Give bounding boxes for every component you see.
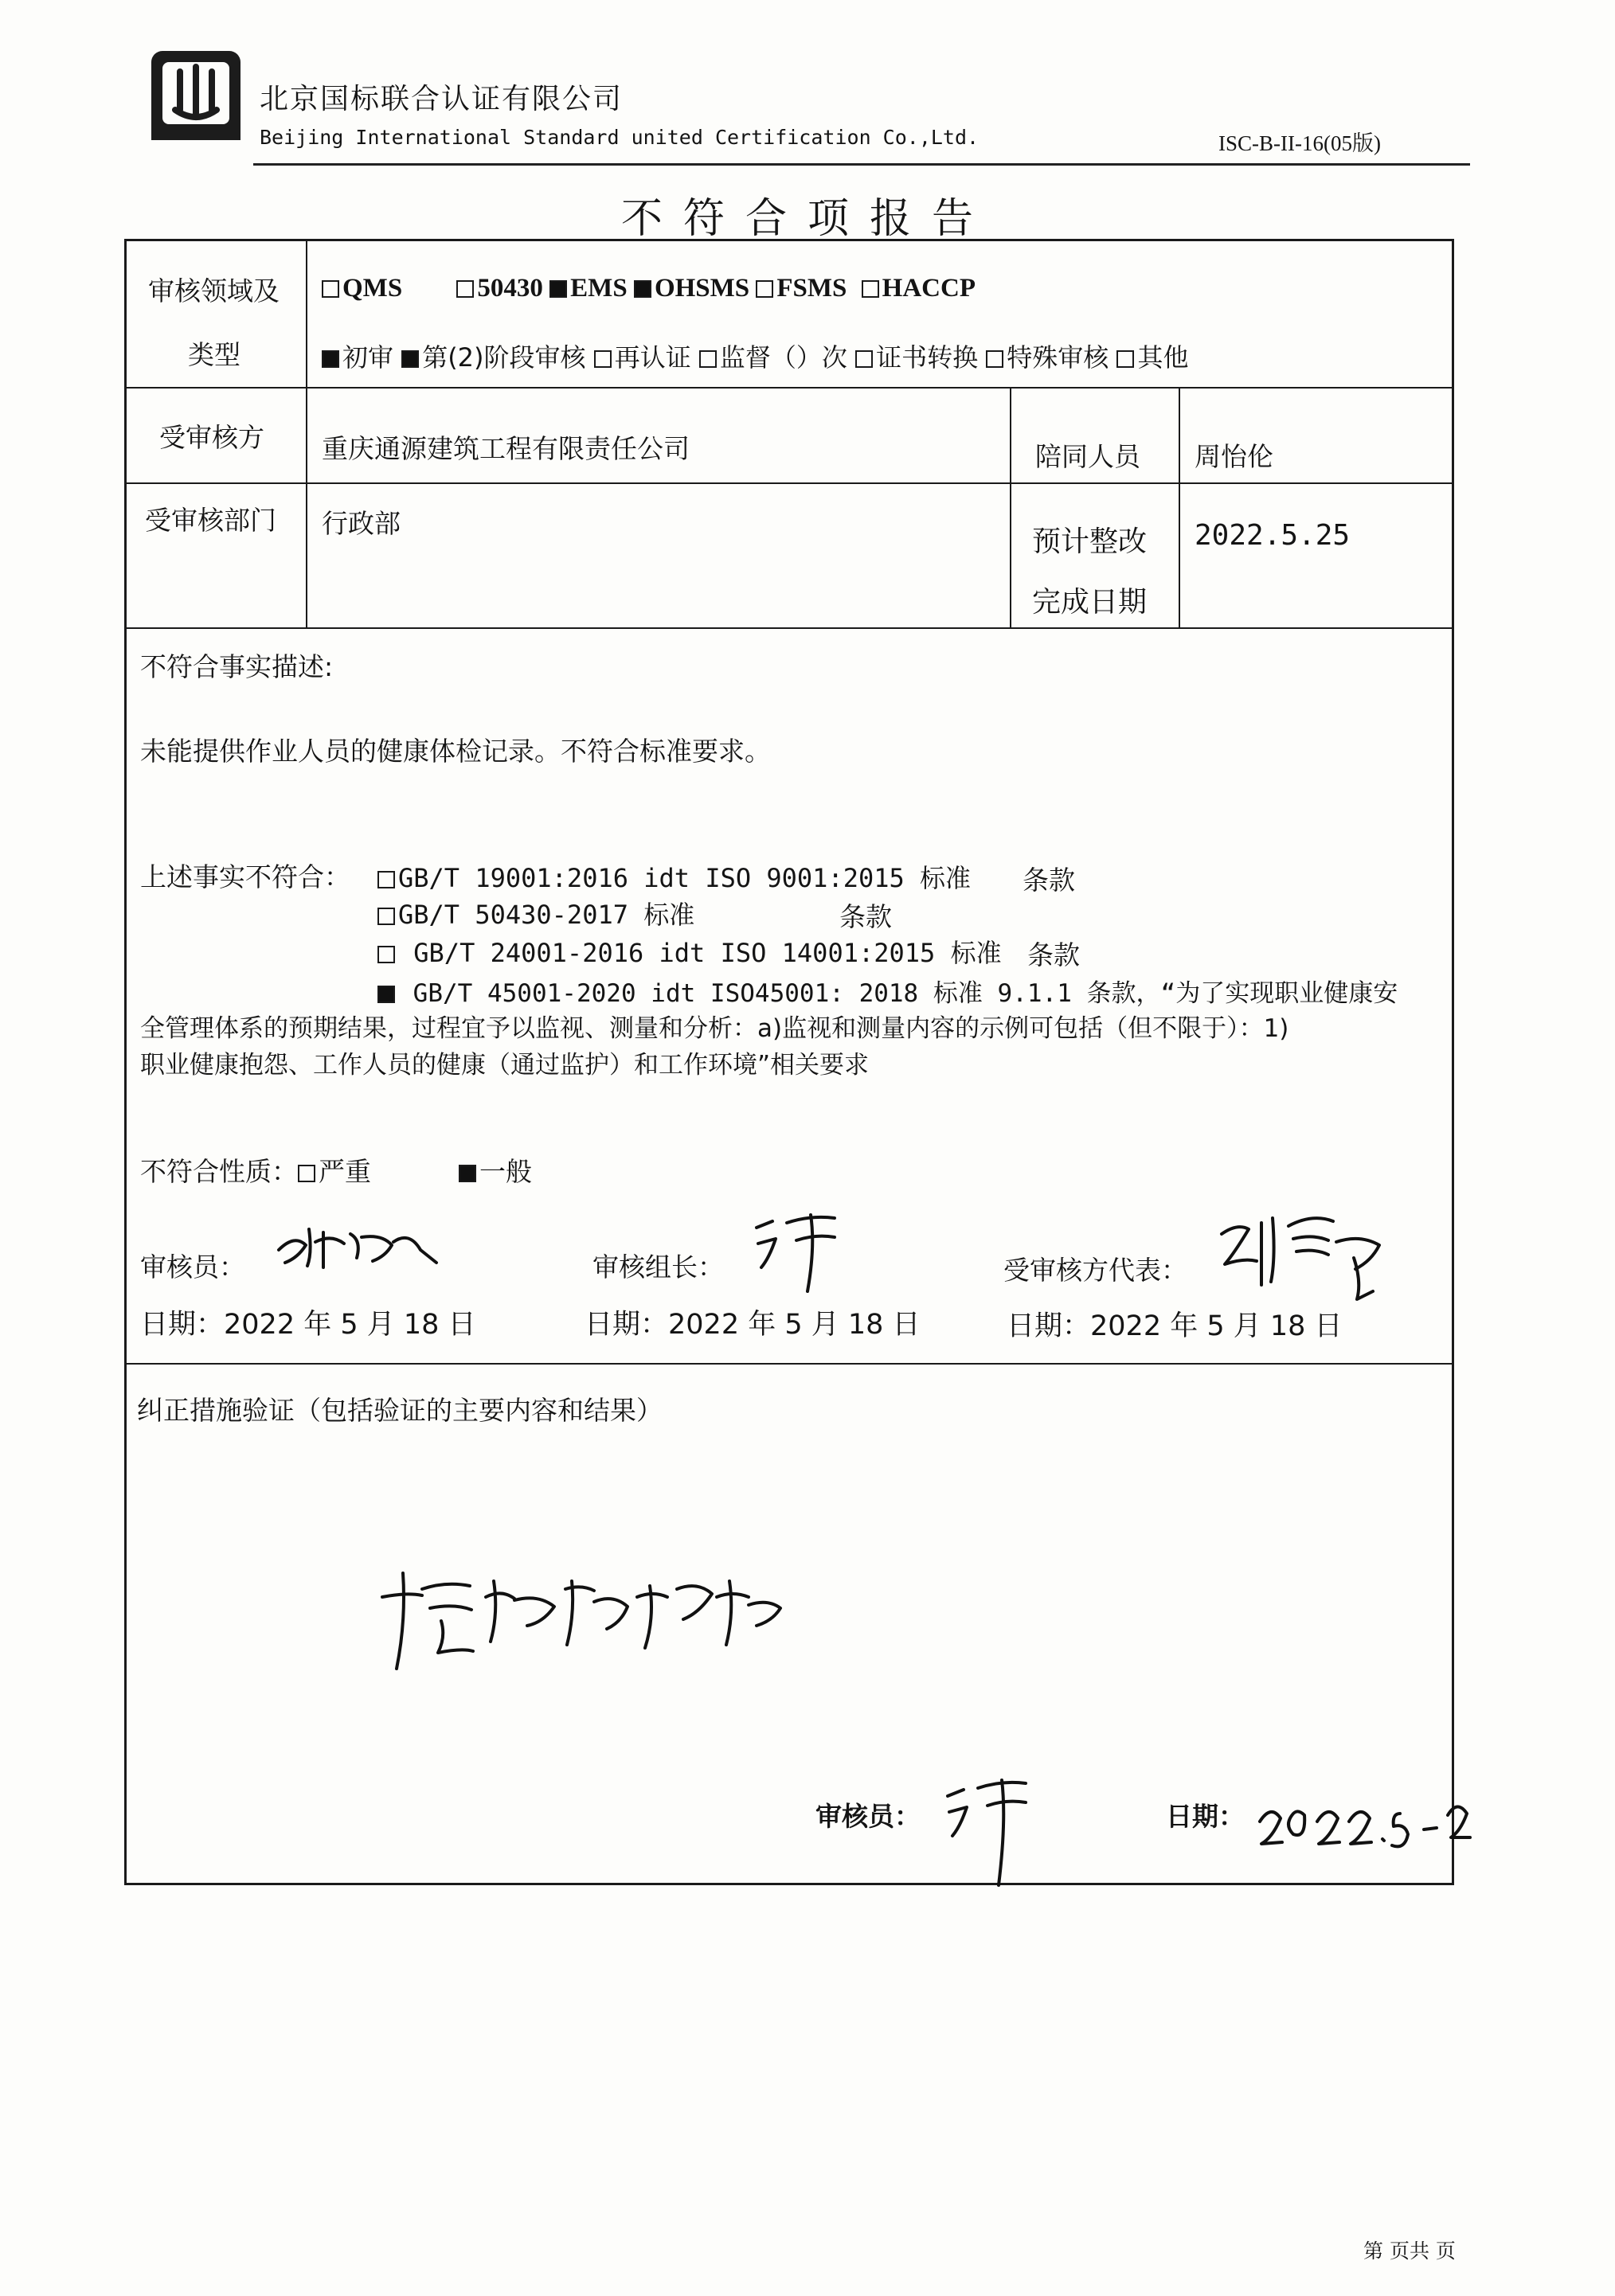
system-option-ohsms[interactable]: OHSMS: [634, 274, 749, 303]
facts-text: 未能提供作业人员的健康体检记录。不符合标准要求。: [140, 736, 771, 767]
row-divider: [124, 387, 1454, 389]
company-name-en: Beijing International Standard united Certification Co.,Ltd.: [260, 126, 980, 149]
verification-date-label: 日期：: [1166, 1801, 1245, 1832]
auditor-signature: [274, 1218, 441, 1274]
standard-gbt50430[interactable]: GB/T 50430-2017 标准: [377, 895, 694, 931]
row-divider: [124, 1363, 1454, 1365]
auditor-date: 日期：2022 年 5 月 18 日: [140, 1309, 476, 1341]
header-divider: [253, 163, 1470, 166]
team-leader-label: 审核组长：: [592, 1251, 724, 1283]
type-option-recert[interactable]: 再认证: [594, 342, 691, 373]
standard-iso9001-clause: 条款: [1023, 865, 1075, 896]
checkbox-checked[interactable]: [634, 280, 651, 298]
audit-type-options: [322, 338, 1188, 374]
type-option-stage[interactable]: 第(2)阶段审核: [401, 342, 585, 373]
checkbox[interactable]: [699, 350, 717, 368]
company-logo: [148, 48, 244, 145]
verification-auditor-signature: [943, 1764, 1038, 1892]
standard-requirement-text: 全管理体系的预期结果，过程宜予以监视、测量和分析：a)监视和测量内容的示例可包括（但不限于）：1): [140, 1014, 1289, 1043]
checkbox-checked[interactable]: [401, 350, 419, 368]
auditee-value: 重庆通源建筑工程有限责任公司: [322, 433, 690, 464]
due-date-label-line2: 完成日期: [1032, 586, 1148, 619]
checkbox[interactable]: [322, 280, 339, 298]
checkbox[interactable]: [594, 350, 612, 368]
standard-requirement-text: 职业健康抱怨、工作人员的健康（通过监护）和工作环境”相关要求: [140, 1051, 870, 1080]
checkbox[interactable]: [862, 280, 879, 298]
column-divider: [306, 239, 307, 627]
verification-label: 纠正措施验证（包括验证的主要内容和结果）: [137, 1395, 663, 1426]
system-options: [322, 274, 976, 303]
type-option-transfer[interactable]: 证书转换: [855, 342, 978, 373]
team-leader-signature: [752, 1207, 855, 1294]
checkbox[interactable]: [298, 1165, 315, 1182]
due-date-value: 2022.5.25: [1195, 519, 1351, 552]
row-divider: [124, 627, 1454, 629]
auditee-rep-signature: [1217, 1202, 1400, 1306]
standard-iso14001-clause: 条款: [1027, 939, 1080, 970]
system-option-ems[interactable]: EMS: [549, 274, 628, 303]
companion-value: 周怡伦: [1195, 441, 1273, 472]
verification-auditor-label: 审核员：: [815, 1801, 921, 1832]
checkbox[interactable]: [377, 871, 395, 888]
nature-option-general[interactable]: 一般: [459, 1156, 532, 1187]
system-option-qms[interactable]: QMS: [322, 274, 402, 303]
checkbox-checked[interactable]: [459, 1165, 476, 1182]
facts-label: 不符合事实描述:: [140, 651, 334, 682]
standard-iso14001[interactable]: GB/T 24001-2016 idt ISO 14001:2015 标准: [377, 933, 1002, 970]
company-name-cn: 北京国标联合认证有限公司: [260, 83, 624, 115]
audit-type-label: 类型: [188, 339, 240, 370]
system-option-haccp[interactable]: HACCP: [862, 274, 976, 303]
row-divider: [124, 482, 1454, 484]
document-title: 不符合项报告: [620, 195, 994, 243]
checkbox[interactable]: [377, 946, 395, 963]
verification-handwritten-note: [374, 1565, 788, 1685]
nature-option-serious[interactable]: 严重: [298, 1156, 371, 1187]
standard-gbt50430-clause: 条款: [839, 901, 892, 932]
system-option-fsms[interactable]: FSMS: [756, 274, 847, 303]
department-label: 受审核部门: [145, 505, 276, 536]
checkbox-checked[interactable]: [377, 986, 395, 1003]
team-leader-date: 日期：2022 年 5 月 18 日: [585, 1309, 921, 1341]
column-divider: [1010, 387, 1011, 627]
checkbox-checked[interactable]: [322, 350, 339, 368]
type-option-special[interactable]: 特殊审核: [986, 342, 1109, 373]
page-number: 第 页共 页: [1363, 2239, 1456, 2263]
checkbox[interactable]: [756, 280, 773, 298]
type-option-initial[interactable]: 初审: [322, 342, 393, 373]
checkbox[interactable]: [456, 280, 474, 298]
checkbox[interactable]: [986, 350, 1003, 368]
auditee-rep-label: 受审核方代表：: [1003, 1255, 1187, 1286]
type-option-other[interactable]: 其他: [1116, 342, 1188, 373]
companion-label: 陪同人员: [1035, 441, 1140, 472]
due-date-label-line1: 预计整改: [1032, 525, 1148, 558]
column-divider: [1179, 387, 1180, 627]
standard-iso45001[interactable]: GB/T 45001-2020 idt ISO45001: 2018 标准 9.1.1 条款，“为了实现职业健康安: [377, 973, 1398, 1009]
checkbox[interactable]: [377, 908, 395, 925]
auditor-label: 审核员：: [140, 1251, 245, 1283]
nature-label: 不符合性质：: [140, 1156, 298, 1187]
audit-field-label: 审核领域及: [148, 275, 280, 307]
auditee-label: 受审核方: [159, 422, 264, 453]
type-option-surveillance[interactable]: 监督（）次: [699, 342, 847, 373]
standard-iso9001[interactable]: GB/T 19001:2016 idt ISO 9001:2015 标准: [377, 858, 971, 895]
nature-options: [140, 1151, 532, 1189]
checkbox[interactable]: [855, 350, 873, 368]
system-option-50430[interactable]: 50430: [456, 274, 543, 303]
checkbox[interactable]: [1116, 350, 1134, 368]
department-value: 行政部: [322, 508, 401, 539]
checkbox-checked[interactable]: [549, 280, 567, 298]
auditee-rep-date: 日期：2022 年 5 月 18 日: [1007, 1310, 1343, 1342]
standards-label: 上述事实不符合：: [140, 861, 350, 892]
form-code: ISC-B-II-16(05版): [1218, 131, 1381, 155]
verification-handwritten-date: [1253, 1790, 1476, 1861]
